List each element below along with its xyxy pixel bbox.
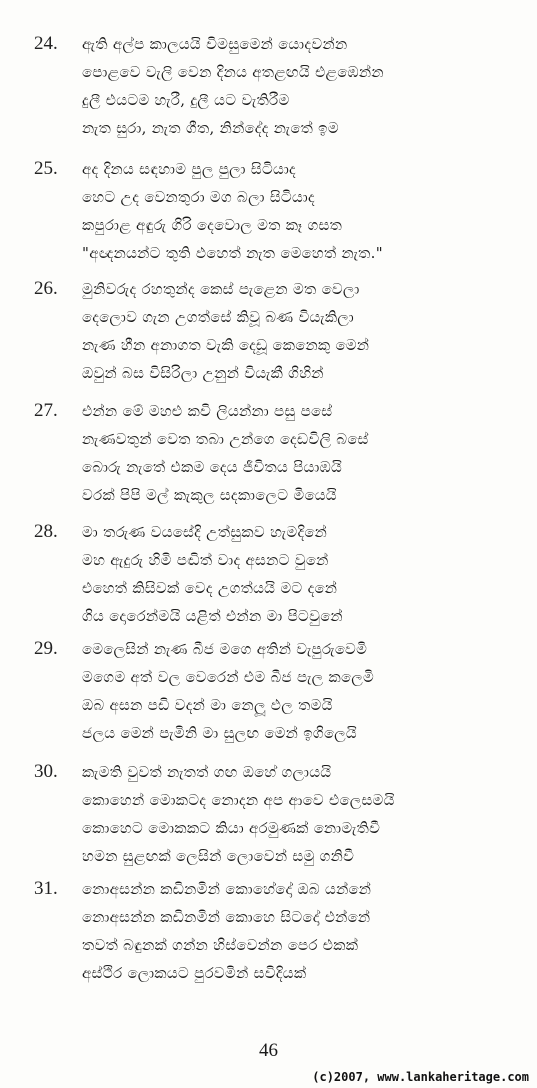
verse-line: එහෙත් කිසිවක් වෙද උගත්යයි මට දනේ [82, 579, 338, 597]
stanza-number: 31. [34, 878, 58, 899]
verse-line: කොහෙට මොකකට කියා අරමුණක් නොමැතිවී [82, 819, 381, 837]
verse-line: පොළවෙ වැලි වෙන දිනය අතළඟයි එළඹෙන්න [82, 63, 384, 81]
stanza-number: 24. [34, 33, 58, 54]
stanza-lines [82, 518, 502, 630]
verse-line: නැණ හීන අනාගත වැකි දෙඩූ කෙනෙකු මෙන් [82, 336, 370, 354]
page-number: 46 [259, 1040, 278, 1061]
copyright-watermark: (c)2007, www.lankaheritage.com [312, 1070, 529, 1084]
verse-line: තවත් බඳුනක් ගන්න හිස්වෙන්න පෙර එකක් [82, 936, 359, 954]
verse-line: කපුරාළ අඳුරු ගිරි දෙවොල මත කෑ ගසත [82, 216, 343, 234]
verse-line: ඇති අල්ප කාලයයි විමසුමෙන් යොදවන්න [82, 35, 348, 53]
verse-line: කොහෙන් මොකටද නොදන අප ආවෙ එලෙසමයි [82, 791, 395, 809]
stanza-number: 30. [34, 761, 58, 782]
stanza-lines [82, 275, 502, 387]
verse-line: නොඅසන්න කඩිනමින් කොහේදෝ ඔබ යන්නේ [82, 880, 372, 898]
verse-line: කැමති වුවත් නැතත් ගඟ ඔහේ ගලායයි [82, 763, 332, 781]
verse-line: නැත සුරා, නැත ගීත, නින්දේද නැතේ ඉම [82, 119, 339, 137]
stanza-lines [82, 875, 502, 987]
stanza-number: 26. [34, 278, 58, 299]
verse-line: හමන සුළඟක් ලෙසින් ලොවෙන් සමු ගනිවී [82, 847, 355, 865]
verse-line: ජලය මෙන් පැමිනි මා සුලඟ මෙන් ඉගිලෙයි [82, 724, 357, 742]
verse-line: ඔබ අසන පඩි වදන් මා නෙලූ ඵල තමයි [82, 696, 333, 714]
verse-line: දෙලොව ගැන උගත්සේ කිවූ බණ වියැකිලා [82, 308, 354, 326]
verse-line: අස්ථිර ලොකයට පුරවමින් සවිදියක් [82, 964, 307, 982]
verse-line: මහ ඇදුරු හිමි පඬිත් වාද අසනට වුනේ [82, 551, 329, 569]
verse-line: හෙට උද වෙනතුරා මග බලා සිටියාද [82, 188, 315, 206]
verse-line: මා තරුණ වයසේදි උත්සුකව හැමදිනේ [82, 523, 328, 541]
verse-line: බොරු නැතේ එකම දෙය ජීවිතය පියාඹයි [82, 458, 343, 476]
stanza-lines [82, 155, 502, 267]
stanza-lines [82, 635, 502, 747]
verse-line: අද දිනය සඳහාම පුල පුලා සිටියාද [82, 160, 297, 178]
verse-line: වරක් පිපි මල් කැකුල සදකාලෙට මියෙයි [82, 486, 337, 504]
verse-line: නැණවතුන් වෙත තබා උන්ගෙ දෙඩවිලි බසේ [82, 430, 369, 448]
stanza-number: 28. [34, 521, 58, 542]
stanza-lines [82, 397, 502, 509]
verse-line: නොඅසන්න කඩිනමින් කොහෙ සිටදෝ එන්නේ [82, 908, 371, 926]
stanza-number: 27. [34, 400, 58, 421]
stanza-number: 25. [34, 158, 58, 179]
verse-line: දුලී එයටම හැරී, දුලී යට වැතිරීම [82, 91, 290, 109]
verse-line: ඔවුන් බස විසිරිලා උනුන් වියැකී ගිහින් [82, 364, 324, 382]
verse-line: එන්න මේ මහළු කවි ලියන්නා පසු පසේ [82, 402, 333, 420]
stanza-lines [82, 30, 502, 142]
verse-line: ගිය දොරෙන්මයි යළිත් එන්න මා පිටවුනේ [82, 607, 343, 625]
stanza-lines [82, 758, 502, 870]
verse-line: මගෙම අත් වල වෙරෙන් එම බීජ පැල කලෙමි [82, 668, 375, 686]
stanza-number: 29. [34, 638, 58, 659]
verse-line: මෙලෙසින් නැණ බීජ මගෙ අතින් වැපුරුවෙමි [82, 640, 368, 658]
verse-line: මුනිවරුද රහතුන්ද කෙස් පැළෙන මත වෙලා [82, 280, 360, 298]
verse-line: "අඥනයන්ට තුති ඵහෙත් නැත මෙහෙත් නැත." [82, 244, 383, 262]
